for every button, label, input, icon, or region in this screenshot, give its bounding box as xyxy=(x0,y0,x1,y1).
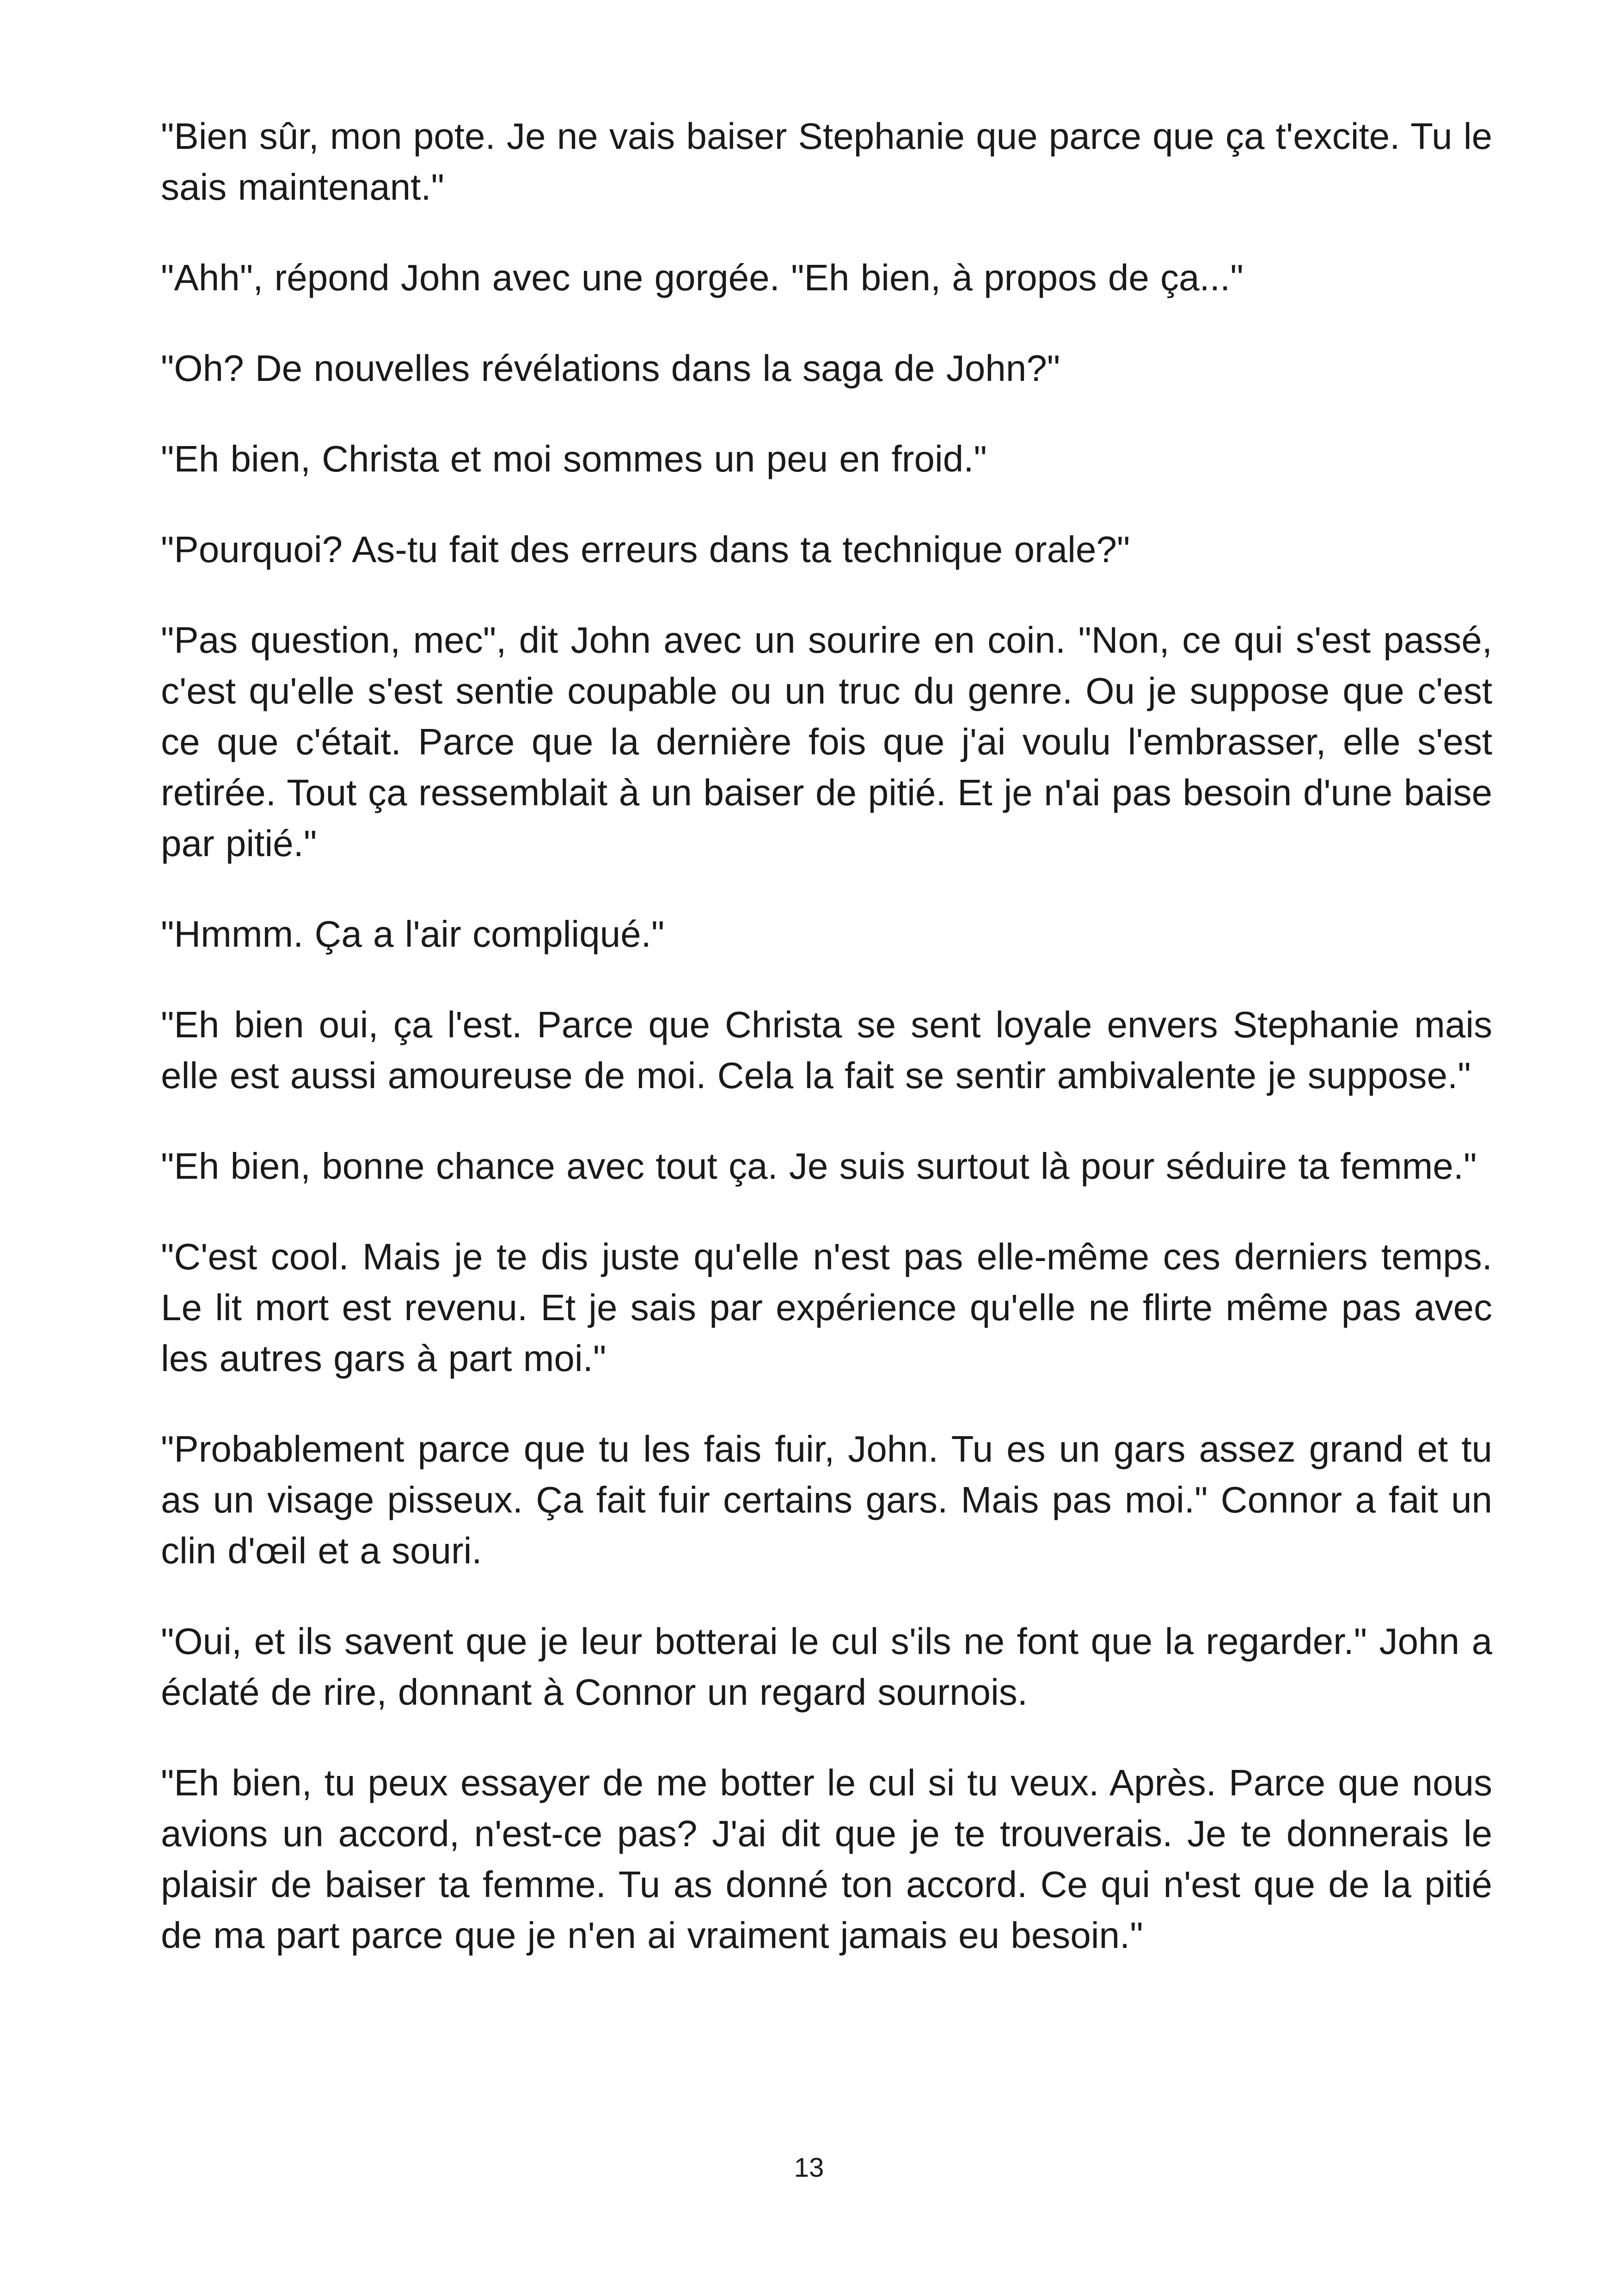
paragraph: "Eh bien oui, ça l'est. Parce que Christa se sent loyale envers Stephanie mais elle est aussi amoureuse de moi. Cela la fait se sentir ambivalente je suppose." xyxy=(161,1004,1492,1096)
paragraph: "Ahh", répond John avec une gorgée. "Eh bien, à propos de ça..." xyxy=(161,257,1244,298)
paragraph: "Eh bien, Christa et moi sommes un peu en froid." xyxy=(161,438,987,479)
paragraph: "Bien sûr, mon pote. Je ne vais baiser Stephanie que parce que ça t'excite. Tu le sais maintenant." xyxy=(161,116,1492,208)
page-number: 13 xyxy=(794,2153,824,2183)
paragraph: "Eh bien, tu peux essayer de me botter le cul si tu veux. Après. Parce que nous avions un accord, n'est-ce pas? J'ai dit que je te trouverais. Je te donnerais le plaisir de baiser ta femme. Tu as donné ton accord. Ce qui n'est que de la pitié de ma part parce que je n'en ai vraiment jamais eu besoin." xyxy=(161,1762,1492,1956)
paragraph: "C'est cool. Mais je te dis juste qu'elle n'est pas elle-même ces derniers temps. Le lit mort est revenu. Et je sais par expérience qu'elle ne flirte même pas avec les autres gars à part moi." xyxy=(161,1236,1492,1379)
paragraph: "Hmmm. Ça a l'air compliqué." xyxy=(161,913,665,955)
paragraph: "Pas question, mec", dit John avec un sourire en coin. "Non, ce qui s'est passé, c'est qu'elle s'est sentie coupable ou un truc du genre. Ou je suppose que c'est ce que c'était. Parce que la dernière fois que j'ai voulu l'embrasser, elle s'est retirée. Tout ça ressemblait à un baiser de pitié. Et je n'ai pas besoin d'une baise par pitié." xyxy=(161,619,1492,864)
paragraph: "Pourquoi? As-tu fait des erreurs dans ta technique orale?" xyxy=(161,529,1130,570)
paragraph: "Eh bien, bonne chance avec tout ça. Je suis surtout là pour séduire ta femme." xyxy=(161,1145,1477,1187)
paragraph: "Oui, et ils savent que je leur botterai le cul s'ils ne font que la regarder." John a éclaté de rire, donnant à Connor un regard sournois. xyxy=(161,1621,1492,1713)
body-text xyxy=(161,111,1492,2001)
paragraph: "Probablement parce que tu les fais fuir, John. Tu es un gars assez grand et tu as un visage pisseux. Ça fait fuir certains gars. Mais pas moi." Connor a fait un clin d'œil et a souri. xyxy=(161,1428,1492,1571)
paragraph: "Oh? De nouvelles révélations dans la saga de John?" xyxy=(161,348,1060,389)
